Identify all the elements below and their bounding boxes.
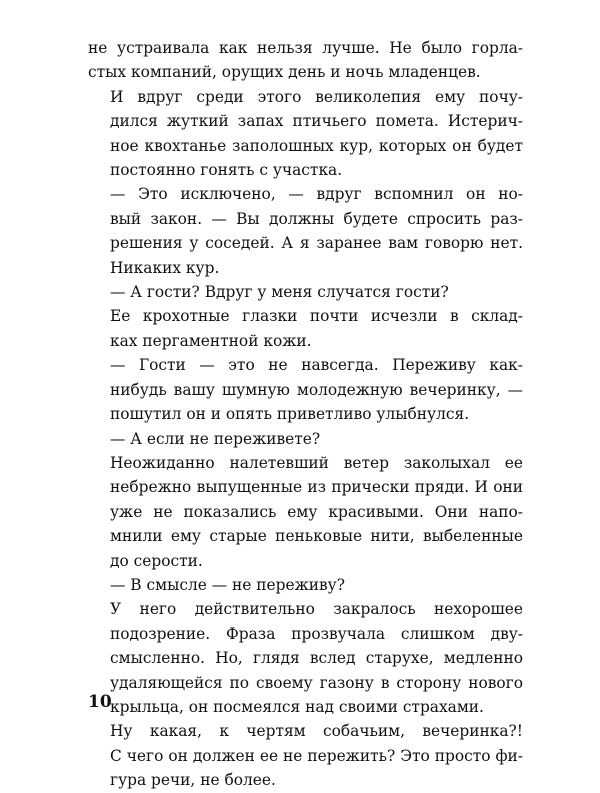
text-line: смысленно. Но, глядя вслед старухе, медленно — [110, 649, 523, 668]
text-line: гура речи, не более. — [110, 771, 276, 790]
paragraph — [88, 719, 523, 792]
text-line: — Гости — это не навсегда. Переживу как- — [110, 356, 523, 375]
paragraph — [88, 36, 523, 85]
paragraph — [88, 597, 523, 719]
text-line: мнили ему старые пеньковые нити, выбеленные — [110, 527, 523, 546]
paragraph — [88, 573, 523, 597]
text-line: У него действительно закралось нехорошее — [110, 600, 523, 619]
paragraph — [88, 85, 523, 183]
text-line: нибудь вашу шумную молодежную вечеринку, — — [110, 380, 523, 399]
text-line: Никаких кур. — [110, 258, 220, 277]
paragraph — [88, 280, 523, 304]
text-line: И вдруг среди этого великолепия ему почу- — [110, 87, 523, 106]
text-line: ках пергаментной кожи. — [110, 331, 312, 350]
text-line: — А гости? Вдруг у меня случатся гости? — [110, 283, 449, 302]
text-line: дился жуткий запах птичьего помета. Истерич- — [110, 112, 523, 131]
text-line: небрежно выпущенные из прически пряди. И они — [110, 478, 523, 497]
text-line: вый закон. — Вы должны будете спросить раз- — [110, 209, 523, 228]
text-line: стых компаний, орущих день и ночь младенцев. — [88, 63, 481, 82]
text-line: не устраивала как нельзя лучше. Не было горла- — [88, 39, 523, 57]
text-line: — В смысле — не переживу? — [110, 575, 345, 594]
paragraph — [88, 353, 523, 426]
paragraph — [88, 427, 523, 451]
text-line: до серости. — [110, 551, 203, 570]
text-line: крыльца, он посмеялся над своими страхами. — [110, 697, 484, 716]
text-line: ное квохтанье заполошных кур, которых он будет — [110, 136, 523, 155]
text-line: Ну какая, к чертям собачьим, вечеринка?! — [110, 722, 523, 741]
text-line: пошутил он и опять приветливо улыбнулся. — [110, 405, 470, 424]
body-text — [88, 36, 523, 793]
text-line: С чего он должен ее не пережить? Это просто фи- — [110, 746, 523, 765]
text-line: удаляющейся по своему газону в сторону нового — [110, 673, 523, 692]
text-line: постоянно гонять с участка. — [110, 161, 343, 180]
text-line: подозрение. Фраза прозвучала слишком дву- — [110, 624, 523, 643]
paragraph — [88, 182, 523, 280]
text-line: Ее крохотные глазки почти исчезли в склад- — [110, 307, 523, 326]
paragraph — [88, 451, 523, 573]
page-number: 10 — [88, 692, 112, 712]
text-line: уже не показались ему красивыми. Они напо- — [110, 502, 523, 521]
paragraph — [88, 304, 523, 353]
text-line: Неожиданно налетевший ветер заколыхал ее — [110, 453, 523, 472]
text-line: решения у соседей. А я заранее вам говорю нет. — [110, 234, 523, 253]
text-line: — А если не переживете? — [110, 429, 321, 448]
text-line: — Это исключено, — вдруг вспомнил он но- — [110, 185, 523, 204]
